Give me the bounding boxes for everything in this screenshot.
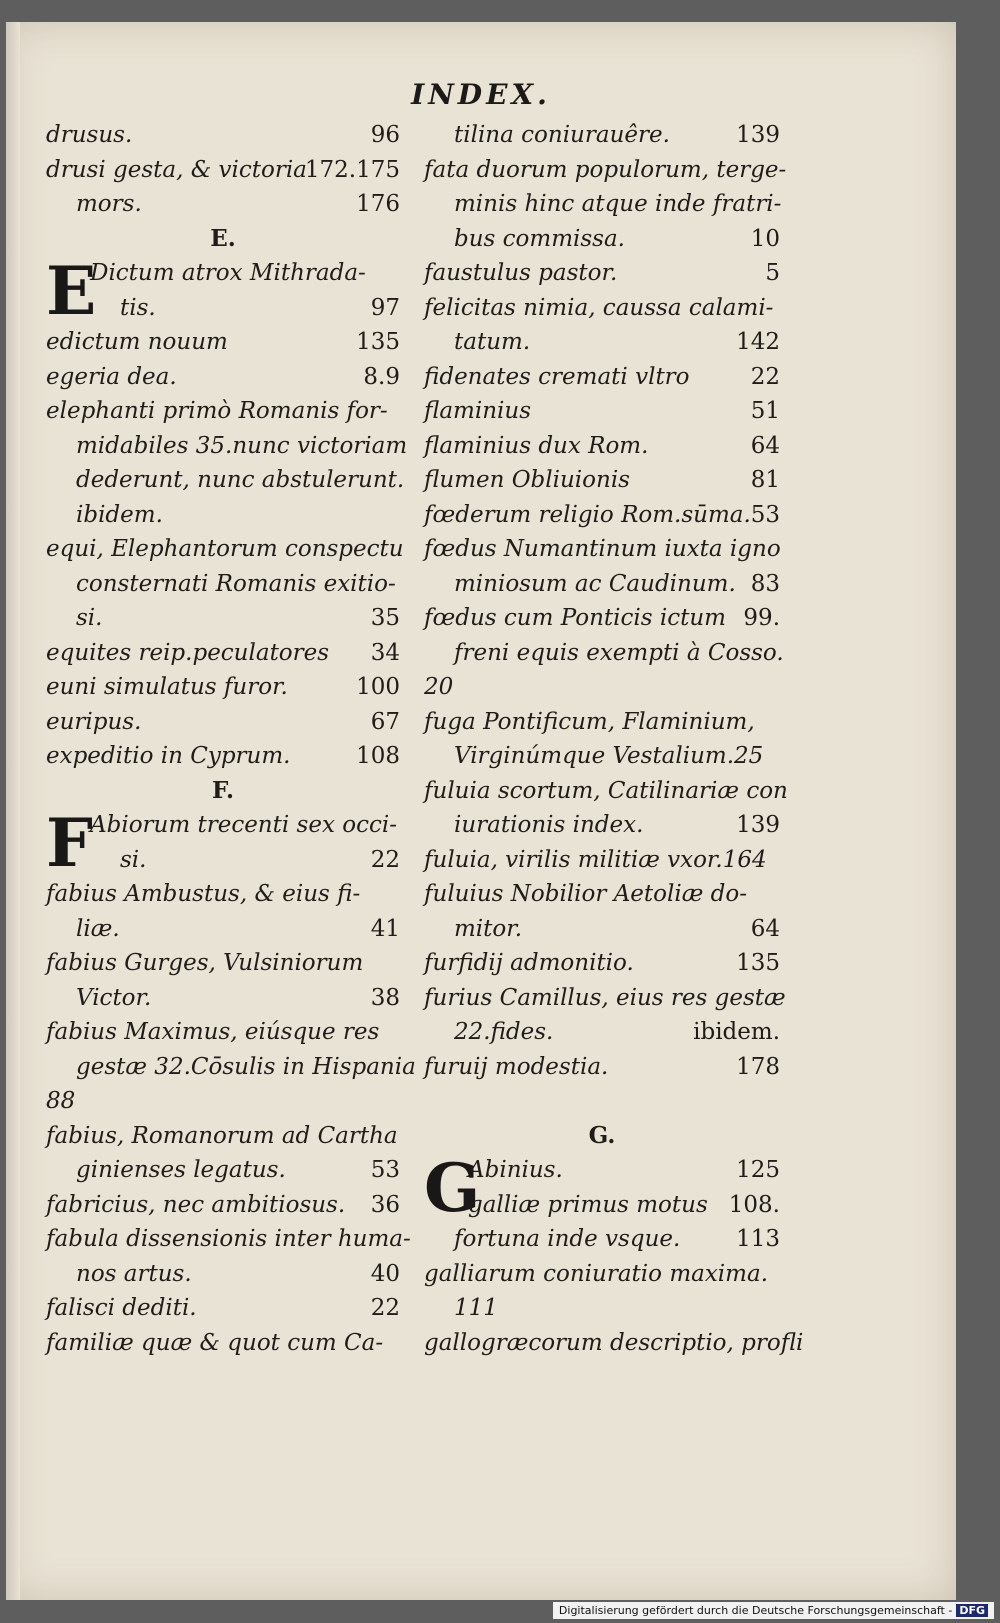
page-number: 135 (356, 329, 400, 355)
index-entry (46, 1188, 400, 1223)
entry-text: falisci dediti. (46, 1295, 197, 1321)
index-entry (46, 532, 404, 567)
entry-text: felicitas nimia, caussa calami- (424, 294, 774, 321)
page-number: 125 (736, 1157, 780, 1183)
entry-text: fabius Maximus, eiúsque res (46, 1019, 380, 1045)
index-entry (424, 1188, 780, 1223)
section-letter: F. (211, 776, 235, 804)
page-number: 53 (370, 1157, 400, 1183)
index-entry (46, 739, 400, 774)
index-entry (46, 636, 400, 671)
page-number: 38 (370, 984, 400, 1011)
entry-text: faustulus pastor. (424, 260, 618, 286)
index-entry (424, 739, 780, 774)
index-entry (424, 567, 780, 602)
index-entry (46, 1222, 411, 1257)
index-entry (46, 1291, 400, 1326)
page-number: 113 (736, 1226, 780, 1252)
credit-text: Digitalisierung gefördert durch die Deutsche Forschungsgemeinschaft - (558, 1604, 953, 1617)
entry-text: si. (76, 605, 103, 631)
index-entry (424, 946, 780, 981)
entry-text: familiæ quæ & quot cum Ca- (46, 1329, 384, 1356)
page-number: 22 (370, 1295, 400, 1321)
entry-text: equites reip.peculatores (46, 639, 330, 666)
page-number: 96 (370, 122, 400, 148)
page-number: 34 (370, 639, 400, 666)
page-number: 172.175 (304, 156, 400, 183)
entry-text: elephanti primò Romanis for- (46, 398, 388, 424)
entry-text: freni equis exempti à Cosso. (454, 639, 784, 666)
page-number: 81 (750, 467, 780, 493)
index-entry (424, 498, 780, 533)
page-number: 51 (750, 398, 780, 424)
index-entry (46, 670, 400, 705)
page-number: 83 (750, 570, 780, 597)
index-entry (424, 222, 780, 257)
index-entry (46, 1326, 400, 1361)
index-entry (424, 1326, 804, 1361)
entry-text: fœderum religio Rom.sūma. (424, 501, 751, 528)
index-entry (424, 256, 780, 291)
page-header: INDEX. (411, 78, 551, 111)
section-letter: E. (210, 224, 236, 252)
entry-text: flaminius (424, 398, 532, 424)
index-entry (424, 325, 780, 360)
index-entry (424, 1222, 780, 1257)
entry-text: fuluia scortum, Catilinariæ con (424, 777, 788, 804)
entry-text: Virginúmque Vestalium.25 (454, 743, 764, 769)
index-entry (46, 1050, 416, 1085)
entry-text: liæ. (76, 915, 120, 942)
index-entry (424, 912, 780, 947)
index-entry (424, 1291, 780, 1326)
page-number: 41 (370, 915, 400, 942)
index-entry (424, 601, 780, 636)
entry-text: furfidij admonitio. (424, 950, 634, 976)
index-entry (424, 877, 780, 912)
book-page (6, 22, 956, 1600)
page-number: 53 (750, 501, 780, 528)
index-entry (424, 187, 780, 222)
entry-text: drusus. (46, 122, 133, 148)
index-entry (46, 946, 400, 981)
entry-text: mors. (76, 191, 142, 217)
page-number: 10 (750, 225, 780, 252)
entry-text: ginienses legatus. (76, 1157, 286, 1183)
index-entry (424, 532, 780, 567)
drop-cap: F (46, 804, 93, 882)
index-entry (46, 877, 400, 912)
page-number: 142 (736, 329, 780, 355)
index-entry (46, 325, 400, 360)
entry-text: mitor. (454, 915, 523, 942)
index-entry (46, 1153, 400, 1188)
entry-text: gallogræcorum descriptio, profli (424, 1329, 804, 1356)
entry-text: expeditio in Cyprum. (46, 743, 291, 769)
index-entry (424, 670, 780, 705)
page-number: 97 (370, 294, 400, 321)
index-entry (46, 981, 400, 1016)
entry-text: fuluius Nobilior Aetoliæ do- (424, 881, 747, 907)
page-number: 8.9 (363, 363, 400, 390)
entry-text: 111 (454, 1295, 498, 1321)
index-entry (46, 153, 400, 188)
page-number: 99. (743, 605, 780, 631)
page-number: 178 (736, 1053, 780, 1080)
index-entry (424, 843, 780, 878)
index-entry (424, 1015, 780, 1050)
entry-text: 20 (424, 674, 454, 700)
index-entry (46, 118, 400, 153)
entry-text: flaminius dux Rom. (424, 432, 649, 459)
entry-text: midabiles 35.nunc victoriam (76, 432, 408, 459)
page-number: 22 (370, 846, 400, 873)
index-entry (424, 1257, 780, 1292)
index-entry (46, 705, 400, 740)
entry-text: euripus. (46, 708, 142, 735)
entry-text: fabius Ambustus, & eius fi- (46, 881, 361, 907)
index-entry (424, 463, 780, 498)
entry-text: drusi gesta, & victoria (46, 156, 307, 183)
entry-text: Victor. (76, 984, 152, 1011)
page-number: 100 (356, 674, 400, 700)
index-entry (424, 118, 780, 153)
entry-text: euni simulatus furor. (46, 674, 288, 700)
entry-text: fabricius, nec ambitiosus. (46, 1191, 346, 1218)
entry-text: minis hinc atque inde fratri- (454, 191, 782, 217)
index-entry (46, 1257, 400, 1292)
page-number: ibidem. (693, 1019, 780, 1045)
index-entry (46, 463, 405, 498)
page-number: 22 (750, 363, 780, 390)
entry-text: 22.fides. (454, 1019, 554, 1045)
entry-text: consternati Romanis exitio- (76, 570, 396, 597)
entry-text: fortuna inde vsque. (454, 1226, 681, 1252)
page-gutter (6, 22, 20, 1600)
entry-text: tis. (120, 294, 156, 321)
entry-text: egeria dea. (46, 363, 177, 390)
index-entry (46, 1015, 400, 1050)
index-column-left (46, 118, 416, 1360)
drop-cap: G (424, 1149, 481, 1227)
index-entry (46, 601, 400, 636)
index-entry (46, 291, 400, 326)
index-entry (424, 291, 780, 326)
page-number: 35 (370, 605, 400, 631)
entry-text: ibidem. (76, 501, 163, 528)
index-entry (424, 636, 784, 671)
page-number: 64 (750, 432, 780, 459)
page-number: 40 (370, 1260, 400, 1287)
entry-text: gestæ 32.Cōsulis in Hispania (76, 1053, 416, 1080)
index-entry (46, 843, 400, 878)
page-number: 5 (765, 260, 780, 286)
index-entry (46, 567, 400, 602)
entry-text: tilina coniurauêre. (454, 122, 670, 148)
page-number: 108 (356, 743, 400, 769)
entry-text: edictum nouum (46, 329, 228, 355)
entry-text: si. (120, 846, 147, 873)
entry-text: Abiorum trecenti sex occi- (90, 812, 397, 838)
index-entry (46, 498, 400, 533)
index-entry (424, 429, 780, 464)
drop-cap: E (46, 252, 97, 330)
index-entry (424, 774, 788, 809)
entry-text: galliarum coniuratio maxima. (424, 1260, 769, 1287)
index-entry (424, 808, 780, 843)
index-entry (424, 360, 780, 395)
page-number: 139 (736, 122, 780, 148)
entry-text: fœdus cum Ponticis ictum (424, 605, 726, 631)
spacer (424, 1084, 780, 1119)
index-entry (424, 981, 786, 1016)
dfg-logo: DFG (956, 1604, 988, 1617)
index-entry (46, 1084, 400, 1119)
entry-text: equi, Elephantorum conspectu (46, 536, 404, 562)
index-entry (424, 153, 787, 188)
entry-text: fidenates cremati vltro (424, 363, 690, 390)
page-number: 176 (356, 191, 400, 217)
entry-text: galliæ primus motus (468, 1191, 708, 1218)
entry-text: nos artus. (76, 1260, 192, 1287)
entry-text: fabius, Romanorum ad Cartha (46, 1122, 398, 1149)
entry-text: iurationis index. (454, 812, 644, 838)
entry-text: fabius Gurges, Vulsiniorum (46, 950, 364, 976)
entry-text: fata duorum populorum, terge- (424, 156, 787, 183)
index-entry (46, 912, 400, 947)
entry-text: furius Camillus, eius res gestæ (424, 984, 786, 1011)
section-letter: G. (588, 1121, 616, 1149)
entry-text: Dictum atrox Mithrada- (90, 260, 366, 286)
index-entry (424, 1050, 780, 1085)
entry-text: dederunt, nunc abstulerunt. (76, 467, 405, 493)
entry-text: fœdus Numantinum iuxta igno (424, 536, 781, 562)
index-entry (46, 360, 400, 395)
index-entry (424, 705, 780, 740)
entry-text: fabula dissensionis inter huma- (46, 1226, 411, 1252)
entry-text: 88 (46, 1088, 76, 1114)
index-entry (46, 394, 400, 429)
entry-text: Abinius. (468, 1157, 563, 1183)
index-entry (46, 429, 408, 464)
entry-text: tatum. (454, 329, 531, 355)
index-entry (424, 394, 780, 429)
page-number: 64 (750, 915, 780, 942)
index-column-right (424, 118, 804, 1360)
entry-text: flumen Obliuionis (424, 467, 630, 493)
entry-text: fuga Pontificum, Flaminium, (424, 708, 755, 735)
entry-text: bus commissa. (454, 225, 625, 252)
index-entry (46, 1119, 400, 1154)
page-number: 135 (736, 950, 780, 976)
page-number: 139 (736, 812, 780, 838)
entry-text: miniosum ac Caudinum. (454, 570, 736, 597)
entry-text: furuij modestia. (424, 1053, 609, 1080)
index-entry (46, 187, 400, 222)
entry-text: fuluia, virilis militiæ vxor.164 (424, 846, 767, 873)
digitization-credit (553, 1602, 994, 1619)
page-number: 67 (370, 708, 400, 735)
page-number: 108. (728, 1191, 780, 1218)
page-number: 36 (370, 1191, 400, 1218)
